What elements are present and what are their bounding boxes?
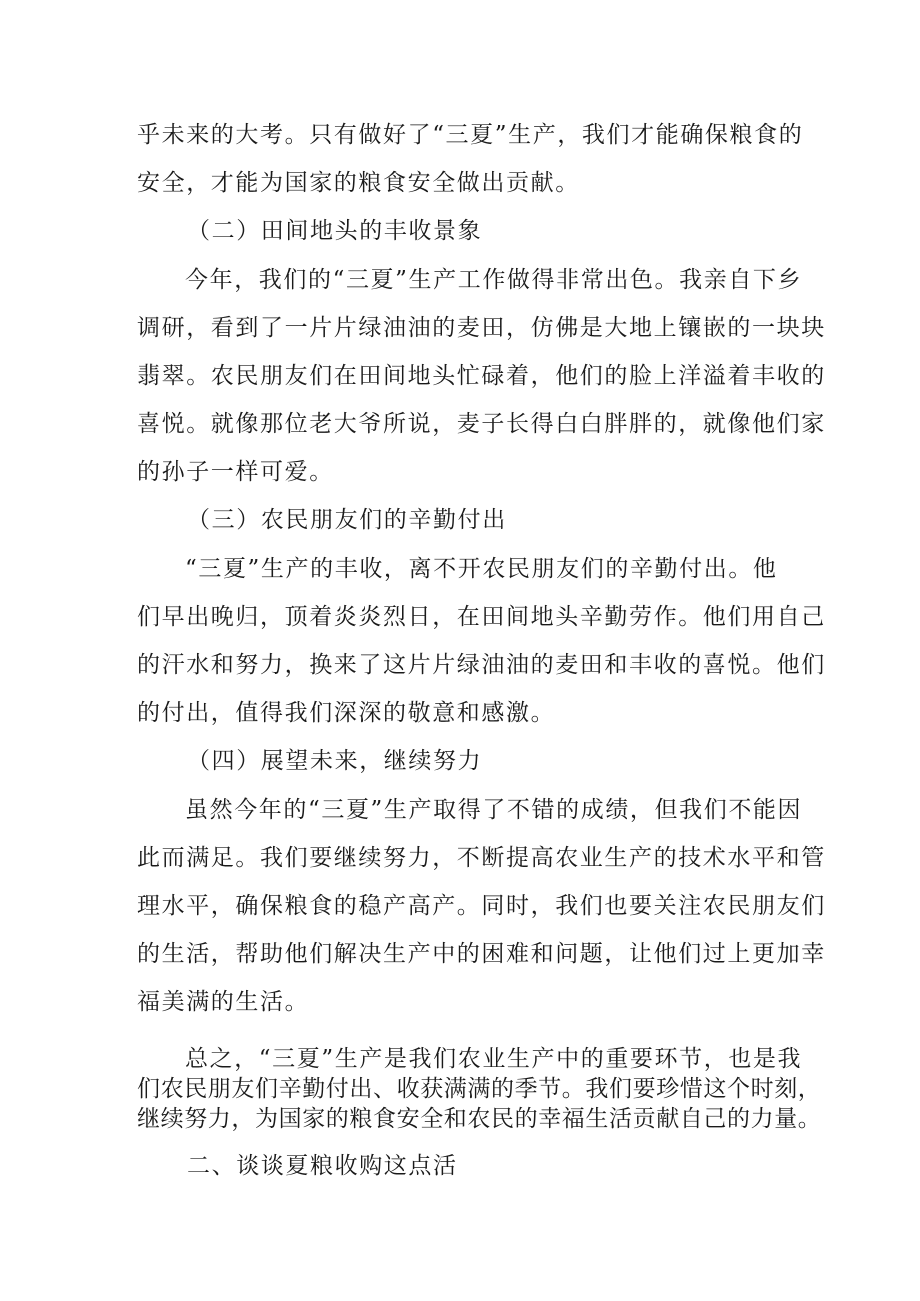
paragraph-line: 总之，“三夏”生产是我们农业生产中的重要环节，也是我 [185, 1046, 803, 1072]
paragraph-line: 的孙子一样可爱。 [137, 459, 334, 485]
paragraph-line: 翡翠。农民朋友们在田间地头忙碌着，他们的脸上洋溢着丰收的 [137, 363, 826, 389]
paragraph-line: 的生活，帮助他们解决生产中的困难和问题，让他们过上更加幸 [137, 941, 826, 967]
paragraph-line: 安全，才能为国家的粮食安全做出贡献。 [137, 170, 580, 196]
paragraph-line: 的汗水和努力，换来了这片片绿油油的麦田和丰收的喜悦。他们 [137, 652, 826, 678]
paragraph-line: 的付出，值得我们深深的敬意和感激。 [137, 700, 556, 726]
paragraph-line: 们农民朋友们辛勤付出、收获满满的季节。我们要珍惜这个时刻， [137, 1076, 822, 1102]
paragraph-line: 们早出晚归，顶着炎炎烈日，在田间地头辛勤劳作。他们用自己 [137, 604, 826, 630]
paragraph-line: 理水平，确保粮食的稳产高产。同时，我们也要关注农民朋友们 [137, 893, 826, 919]
paragraph-line: 虽然今年的“三夏”生产取得了不错的成绩，但我们不能因 [185, 797, 803, 823]
paragraph-line: “三夏”生产的丰收，离不开农民朋友们的辛勤付出。他 [185, 556, 778, 582]
paragraph-line: 继续努力，为国家的粮食安全和农民的幸福生活贡献自己的力量。 [137, 1106, 822, 1132]
paragraph-line: 福美满的生活。 [137, 989, 310, 1015]
section-heading: 二、谈谈夏粮收购这点活 [187, 1153, 458, 1179]
section-heading: （四）展望未来，继续努力 [187, 748, 483, 774]
paragraph-line: 乎未来的大考。只有做好了“三夏”生产，我们才能确保粮食的 [137, 122, 804, 148]
paragraph-line: 喜悦。就像那位老大爷所说，麦子长得白白胖胖的，就像他们家 [137, 411, 826, 437]
paragraph-line: 调研，看到了一片片绿油油的麦田，仿佛是大地上镶嵌的一块块 [137, 315, 826, 341]
paragraph-line: 今年，我们的“三夏”生产工作做得非常出色。我亲自下乡 [185, 267, 803, 293]
section-heading: （三）农民朋友们的辛勤付出 [187, 507, 507, 533]
paragraph-line: 此而满足。我们要继续努力，不断提高农业生产的技术水平和管 [137, 845, 826, 871]
section-heading: （二）田间地头的丰收景象 [187, 218, 483, 244]
